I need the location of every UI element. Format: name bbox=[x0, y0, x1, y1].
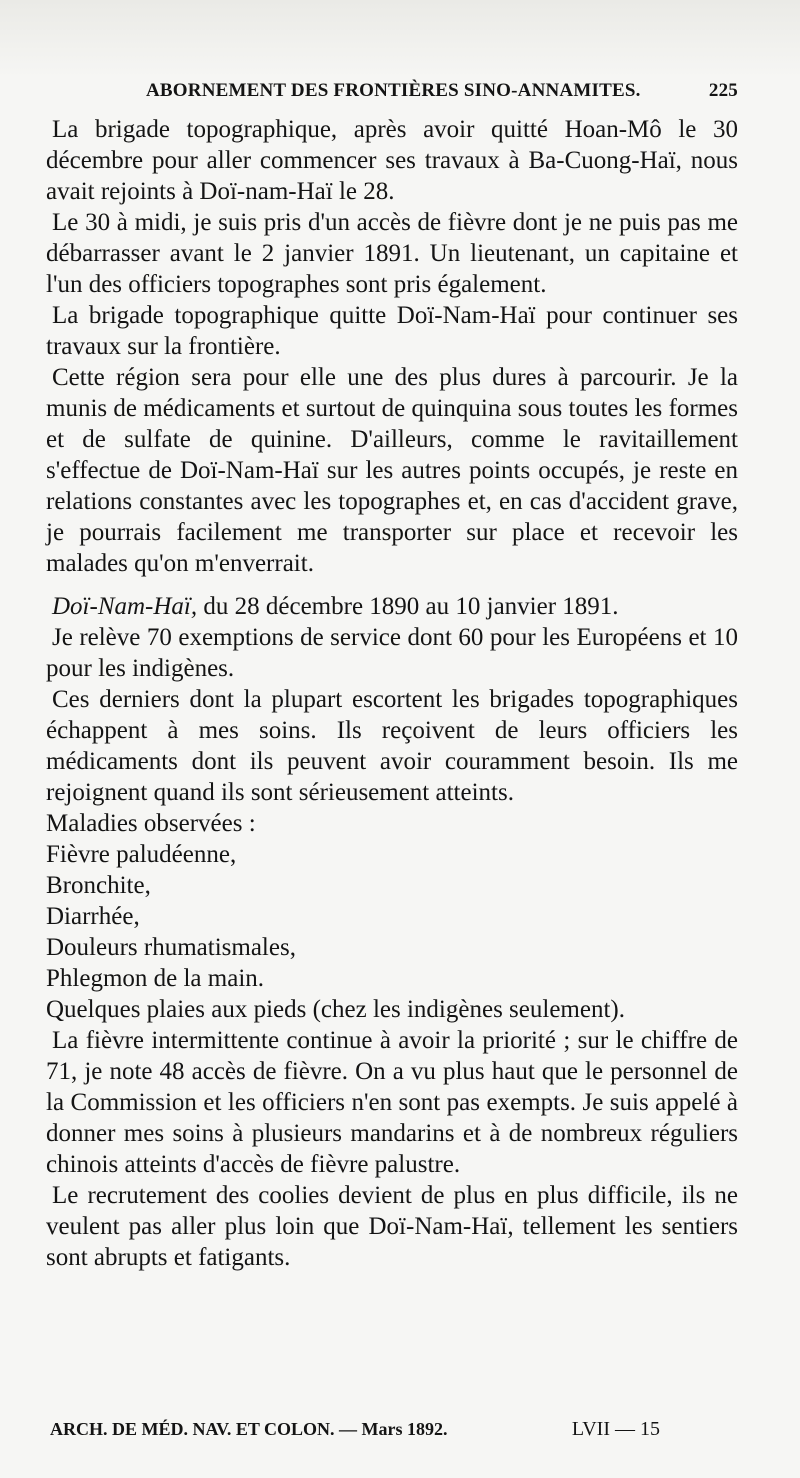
list-item: Diarrhée, bbox=[46, 903, 140, 930]
page-footer bbox=[50, 1418, 660, 1441]
journal-citation: ARCH. DE MÉD. NAV. ET COLON. — Mars 1892. bbox=[50, 1419, 448, 1439]
list-item: Douleurs rhumatismales, bbox=[46, 934, 296, 961]
paragraph: La fièvre intermittente continue à avoir la priorité ; sur le chiffre de 71, je note 48 accès de fièvre. On a vu plus haut que le personnel de la Commission et les officiers n'en sont pas exempts. Je suis appelé à donner mes soins à plusieurs mandarins et à de nombreux réguliers chinois atteints d'accès de fièvre palustre. bbox=[46, 1027, 738, 1178]
paragraph: La brigade topographique quitte Doï-Nam-Haï pour continuer ses travaux sur la frontière. bbox=[46, 302, 738, 360]
list-heading: Maladies observées : bbox=[46, 810, 256, 837]
paragraph: Cette région sera pour elle une des plus dures à parcourir. Je la munis de médicaments et surtout de quinquina sous toutes les formes et de sulfate de quinine. D'ailleurs, comme le ravitaillement s'effectue de Doï-Nam-Haï sur les autres points occupés, je reste en relations constantes avec les topographes et, en cas d'accident grave, je pourrais facilement me transporter sur place et recevoir les malades qu'on m'enverrait. bbox=[46, 364, 738, 577]
signature-mark: LVII — 15 bbox=[571, 1418, 660, 1440]
page-number: 225 bbox=[708, 80, 738, 101]
dateline-dates: du 28 décembre 1890 au 10 janvier 1891. bbox=[197, 593, 619, 620]
dateline-place: Doï-Nam-Haï, bbox=[52, 593, 198, 620]
list-item: Quelques plaies aux pieds (chez les indigènes seulement). bbox=[46, 996, 625, 1023]
paragraph: La brigade topographique, après avoir quitté Hoan-Mô le 30 décembre pour aller commencer ses travaux à Ba-Cuong-Haï, nous avait rejoints à Doï-nam-Haï le 28. bbox=[46, 116, 738, 205]
dateline bbox=[46, 591, 738, 622]
paragraph: Ces derniers dont la plupart escortent les brigades topographiques échappent à mes soins. Ils reçoivent de leurs officiers les médicaments dont ils peuvent avoir couramment besoin. Ils me rejoignent quand ils sont sérieusement atteints. bbox=[46, 686, 738, 806]
paragraph: Je relève 70 exemptions de service dont 60 pour les Européens et 10 pour les indigènes. bbox=[46, 624, 738, 682]
running-head bbox=[146, 80, 738, 114]
running-title: ABORNEMENT DES FRONTIÈRES SINO-ANNAMITES. bbox=[146, 80, 641, 101]
body-text bbox=[46, 114, 738, 1273]
list-item: Bronchite, bbox=[46, 872, 151, 899]
paragraph: Le 30 à midi, je suis pris d'un accès de fièvre dont je ne puis pas me débarrasser avant le 2 janvier 1891. Un lieutenant, un capitaine et l'un des officiers topographes sont pris également. bbox=[46, 209, 738, 298]
maladies-list bbox=[46, 808, 738, 1025]
page-edge-shading bbox=[0, 0, 800, 78]
list-item: Phlegmon de la main. bbox=[46, 965, 265, 992]
list-item: Fièvre paludéenne, bbox=[46, 841, 237, 868]
document-page bbox=[46, 80, 738, 1273]
paragraph: Le recrutement des coolies devient de plus en plus difficile, ils ne veulent pas aller plus loin que Doï-Nam-Haï, tellement les sentiers sont abrupts et fatigants. bbox=[46, 1182, 738, 1271]
